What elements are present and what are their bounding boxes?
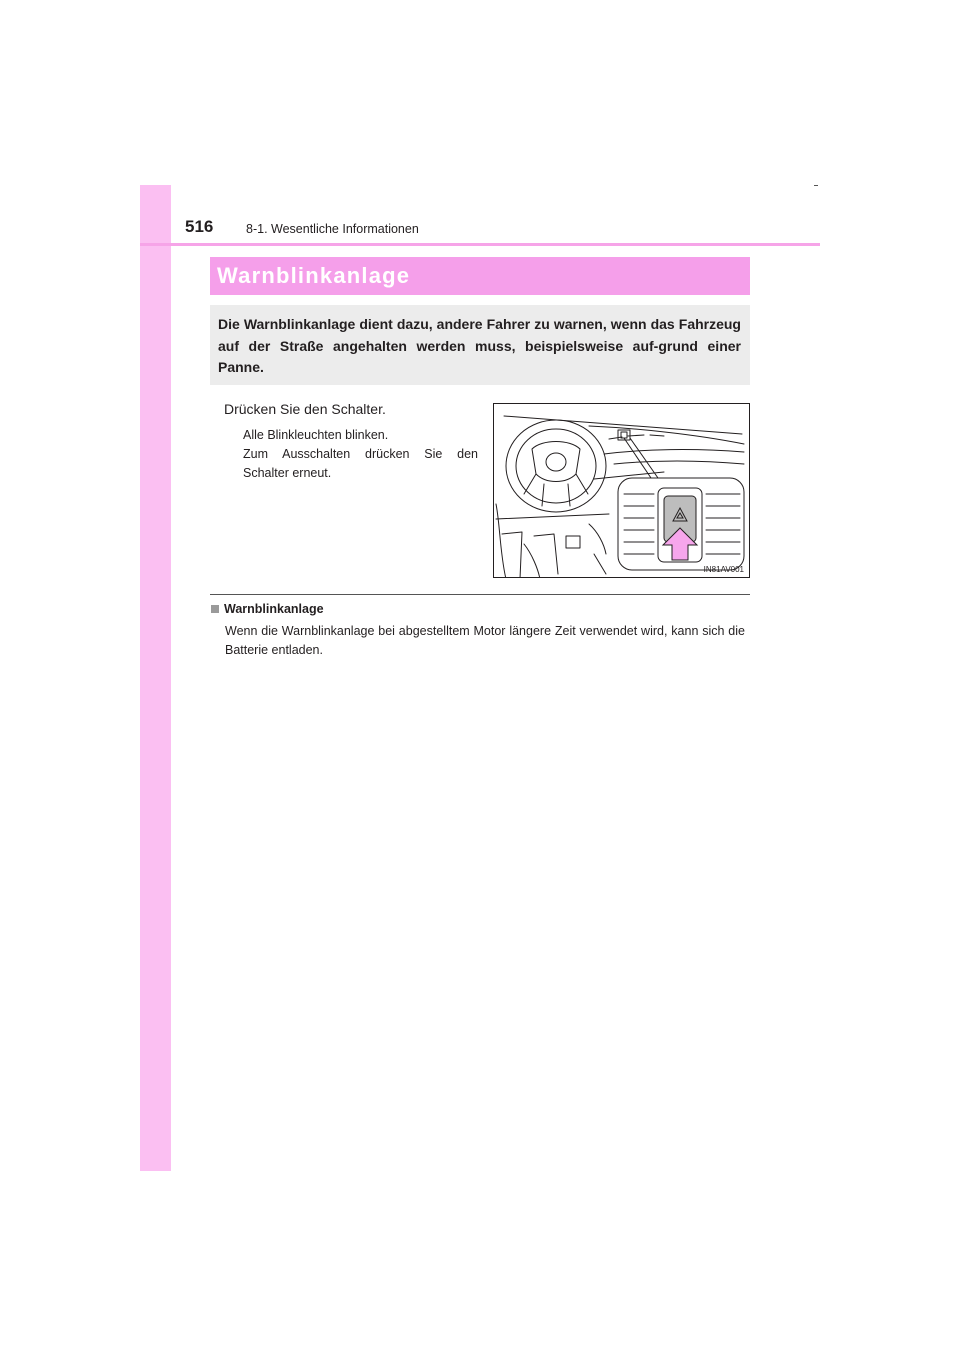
header-rule [140,243,820,246]
square-bullet-icon [211,605,219,613]
note-heading [211,602,324,616]
note-divider [210,594,750,595]
note-heading-text: Warnblinkanlage [224,602,324,616]
section-label: 8-1. Wesentliche Informationen [246,222,419,236]
note-body: Wenn die Warnblinkanlage bei abgestelltem Motor längere Zeit verwendet wird, kann sich die Batterie entladen. [225,624,745,657]
intro-box [210,305,750,385]
step-details [243,426,478,483]
page-number: 516 [185,217,214,236]
figure-code: IN81AV001 [703,565,744,574]
side-tab-strip [140,185,171,1171]
step-detail-line: Zum Ausschalten drücken Sie den Schalter erneut. [243,447,478,480]
steering-wheel-icon [506,420,606,512]
step-instruction: Drücken Sie den Schalter. [224,401,386,417]
page-title: Warnblinkanlage [217,263,411,288]
intro-text: Die Warnblinkanlage dient dazu, andere Fahrer zu warnen, wenn das Fahrzeug auf der Straße angehalten werden muss, beispielsweise auf-grund einer Panne. [218,316,741,375]
crop-mark [814,185,818,186]
dashboard-drawing [494,404,750,578]
dashboard-illustration [493,403,750,578]
step-detail-line: Alle Blinkleuchten blinken. [243,428,389,442]
title-bar [210,257,750,295]
